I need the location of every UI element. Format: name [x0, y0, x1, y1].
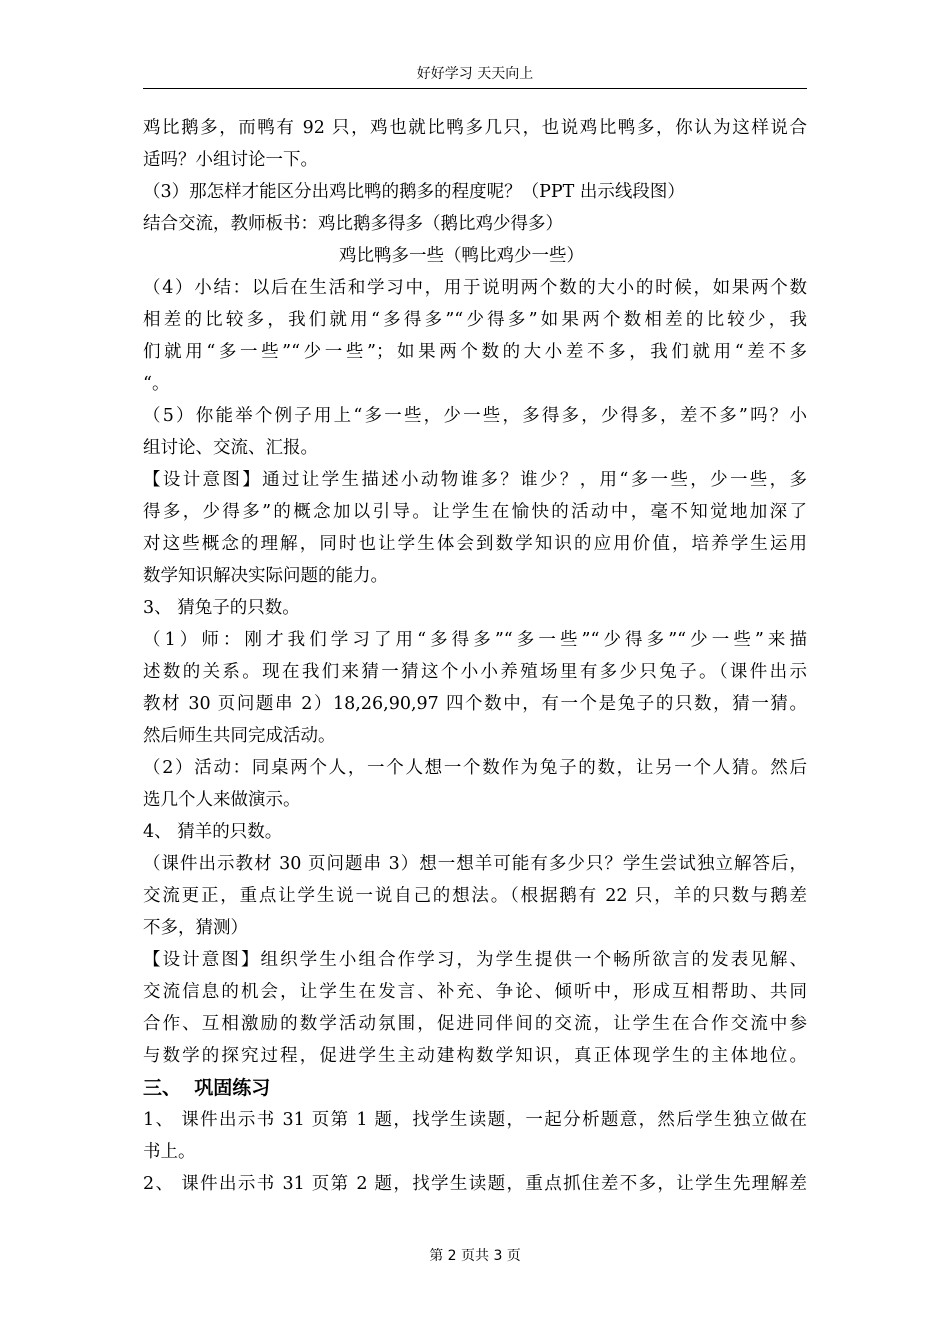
paragraph-line: 【设计意图】通过让学生描述小动物谁多？谁少？，用“多一些，少一些，多: [143, 470, 807, 490]
paragraph-line: 数学知识解决实际问题的能力。: [143, 566, 388, 586]
paragraph-line: 【设计意图】组织学生小组合作学习，为学生提供一个畅所欲言的发表见解、: [143, 950, 807, 970]
paragraph-line: （课件出示教材 30 页问题串 3）想一想羊可能有多少只？学生尝试独立解答后，: [143, 854, 807, 874]
paragraph-line: 交流更正，重点让学生说一说自己的想法。（根据鹅有 22 只，羊的只数与鹅差: [143, 886, 807, 906]
paragraph-line: 对这些概念的理解，同时也让学生体会到数学知识的应用价值，培养学生运用: [143, 534, 807, 554]
paragraph-line: （1）师：刚才我们学习了用“多得多”“多一些”“少得多”“少一些”来描: [143, 630, 807, 650]
paragraph-line: 书上。: [143, 1142, 196, 1162]
paragraph-line: 教材 30 页问题串 2）18,26,90,97 四个数中，有一个是兔子的只数，猜一猜。: [143, 694, 807, 714]
paragraph-line: 相差的比较多，我们就用“多得多”“少得多”如果两个数相差的比较少，我: [143, 310, 807, 330]
paragraph-line: 鸡比鹅多，而鸭有 92 只，鸡也就比鸭多几只，也说鸡比鸭多，你认为这样说合: [143, 118, 807, 138]
paragraph-line: 与数学的探究过程，促进学生主动建构数学知识，真正体现学生的主体地位。: [143, 1046, 807, 1066]
page-number: 第 2 页共 3 页: [429, 1248, 521, 1264]
paragraph-line: “。: [143, 374, 170, 394]
paragraph-line: 述数的关系。现在我们来猜一猜这个小小养殖场里有多少只兔子。（课件出示: [143, 662, 807, 682]
paragraph-line: 然后师生共同完成活动。: [143, 726, 336, 746]
paragraph-line: 不多，猜测）: [143, 918, 248, 938]
paragraph-line: （4）小结：以后在生活和学习中，用于说明两个数的大小的时候，如果两个数: [143, 278, 807, 298]
paragraph-line: 得多，少得多”的概念加以引导。让学生在愉快的活动中，毫不知觉地加深了: [143, 502, 807, 522]
paragraph-line: （5）你能举个例子用上“多一些，少一些，多得多，少得多，差不多”吗？小: [143, 406, 807, 426]
paragraph-line: 4、 猜羊的只数。: [143, 822, 283, 842]
document-body: [143, 112, 807, 1200]
page-header: 好好学习 天天向上: [416, 66, 534, 82]
paragraph-line: 组讨论、交流、汇报。: [143, 438, 318, 458]
paragraph-line: 2、 课件出示书 31 页第 2 题，找学生读题，重点抓住差不多，让学生先理解差: [143, 1174, 807, 1194]
paragraph-line: 交流信息的机会，让学生在发言、补充、争论、倾听中，形成互相帮助、共同: [143, 982, 807, 1002]
paragraph-line: 合作、互相激励的数学活动氛围，促进同伴间的交流，让学生在合作交流中参: [143, 1014, 807, 1034]
paragraph-line: 结合交流，教师板书：鸡比鹅多得多（鹅比鸡少得多）: [143, 214, 563, 234]
section-heading: 三、 巩固练习: [143, 1077, 271, 1099]
paragraph-line: 鸡比鸭多一些（鸭比鸡少一些）: [339, 246, 584, 266]
paragraph-line: （2）活动：同桌两个人，一个人想一个数作为兔子的数，让另一个人猜。然后: [143, 758, 807, 778]
paragraph-line: 1、 课件出示书 31 页第 1 题，找学生读题，一起分析题意，然后学生独立做在: [143, 1110, 807, 1130]
header-divider: [143, 88, 807, 89]
paragraph-line: （3）那怎样才能区分出鸡比鸭的鹅多的程度呢？（PPT 出示线段图）: [143, 182, 685, 202]
paragraph-line: 适吗？小组讨论一下。: [143, 150, 318, 170]
paragraph-line: 选几个人来做演示。: [143, 790, 301, 810]
paragraph-line: 们就用“多一些”“少一些”；如果两个数的大小差不多，我们就用“差不多: [143, 342, 807, 362]
paragraph-line: 3、 猜兔子的只数。: [143, 598, 300, 618]
